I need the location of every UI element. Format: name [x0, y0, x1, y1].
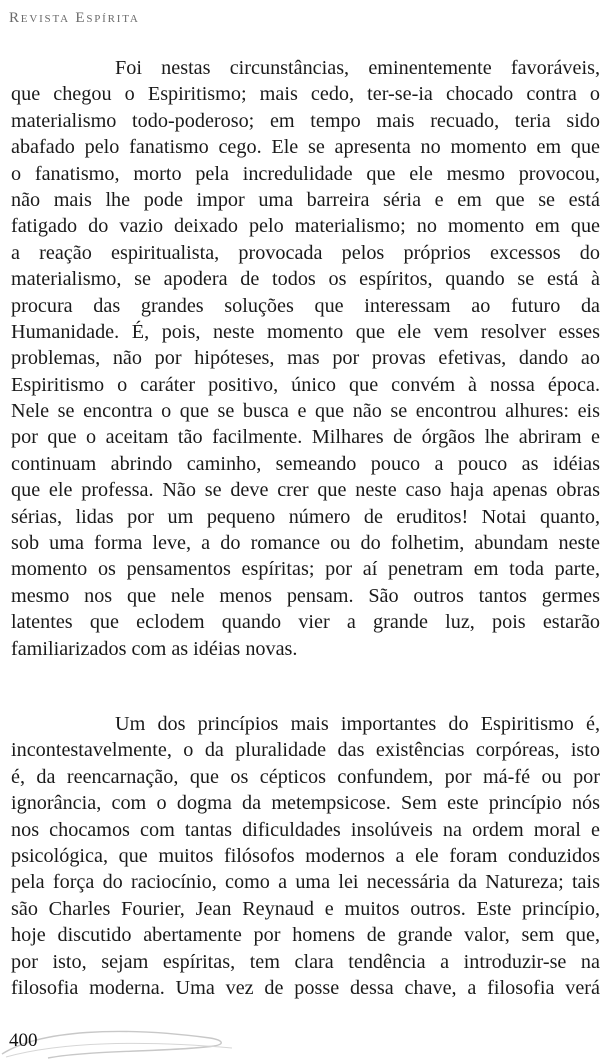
paragraph-1: [11, 55, 600, 662]
text-line: são Charles Fourier, Jean Reynaud e muitos outros. Este princípio,: [11, 897, 600, 920]
paragraph-2: [11, 711, 600, 1001]
page-number: 400: [9, 1030, 38, 1051]
text-line: incontestavelmente, o da pluralidade das existências corpóreas, isto: [11, 739, 600, 762]
text-line: Foi nestas circunstâncias, eminentemente favoráveis,: [115, 57, 600, 79]
text-line: abafado pelo fanatismo cego. Ele se apresenta no momento em que: [11, 136, 600, 159]
text-line: Humanidade. É, pois, neste momento que ele vem resolver esses: [11, 320, 600, 343]
text-line: sob uma forma leve, a do romance ou do folhetim, abundam neste: [11, 532, 600, 555]
text-line: fatigado do vazio deixado pelo materialismo; no momento em que: [11, 215, 600, 238]
text-line: procura das grandes soluções que interessam ao futuro da: [11, 294, 600, 317]
text-line: momento os pensamentos espíritas; por aí penetram em toda parte,: [11, 558, 600, 581]
text-line: por isto, sejam espíritas, tem clara tendência a introduzir-se na: [11, 950, 600, 973]
text-line: nos chocamos com tantas dificuldades insolúveis na ordem moral e: [11, 818, 600, 841]
text-line: que chegou o Espiritismo; mais cedo, ter-se-ia chocado contra o: [11, 83, 600, 106]
text-line: latentes que eclodem quando vier a grande luz, pois estarão: [11, 611, 600, 634]
text-line: ignorância, com o dogma da metempsicose. Sem este princípio nós: [11, 792, 600, 815]
text-line: familiarizados com as idéias novas.: [11, 637, 298, 660]
text-line: hoje discutido abertamente por homens de grande valor, sem que,: [11, 924, 600, 947]
text-line: Nele se encontra o que se busca e que não se encontrou alhures: eis: [11, 400, 600, 423]
text-line: continuam abrindo caminho, semeando pouco a pouco as idéias: [11, 452, 600, 475]
text-line: mesmo nos que nele menos pensam. São outros tantos germes: [11, 584, 600, 607]
text-line: por que o aceitam tão facilmente. Milhares de órgãos lhe abriram e: [11, 426, 600, 449]
running-head: Revista Espírita: [9, 10, 140, 26]
text-line: pela força do raciocínio, como a uma lei necessária da Natureza; tais: [11, 871, 600, 894]
text-line: o fanatismo, morto pela incredulidade que ele mesmo provocou,: [11, 162, 600, 185]
text-line: problemas, não por hipóteses, mas por provas efetivas, dando ao: [11, 347, 600, 370]
text-line: Um dos princípios mais importantes do Espiritismo é,: [115, 713, 600, 735]
text-line: materialismo, se apodera de todos os espíritos, quando se está à: [11, 268, 600, 291]
text-line: é, da reencarnação, que os cépticos confundem, por má-fé ou por: [11, 765, 600, 788]
text-line: não mais lhe pode impor uma barreira séria e em que se está: [11, 188, 600, 211]
text-line: psicológica, que muitos filósofos modernos a ele foram conduzidos: [11, 844, 600, 867]
text-line: filosofia moderna. Uma vez de posse dessa chave, a filosofia verá: [11, 976, 600, 999]
text-line: que ele professa. Não se deve crer que neste caso haja apenas obras: [11, 479, 600, 502]
text-line: sérias, lidas por um pequeno número de eruditos! Notai quanto,: [11, 505, 600, 528]
text-line: materialismo todo-poderoso; em tempo mais recuado, teria sido: [11, 109, 600, 132]
text-line: a reação espiritualista, provocada pelos próprios excessos do: [11, 241, 600, 264]
text-line: Espiritismo o caráter positivo, único que convém à nossa época.: [11, 373, 600, 396]
